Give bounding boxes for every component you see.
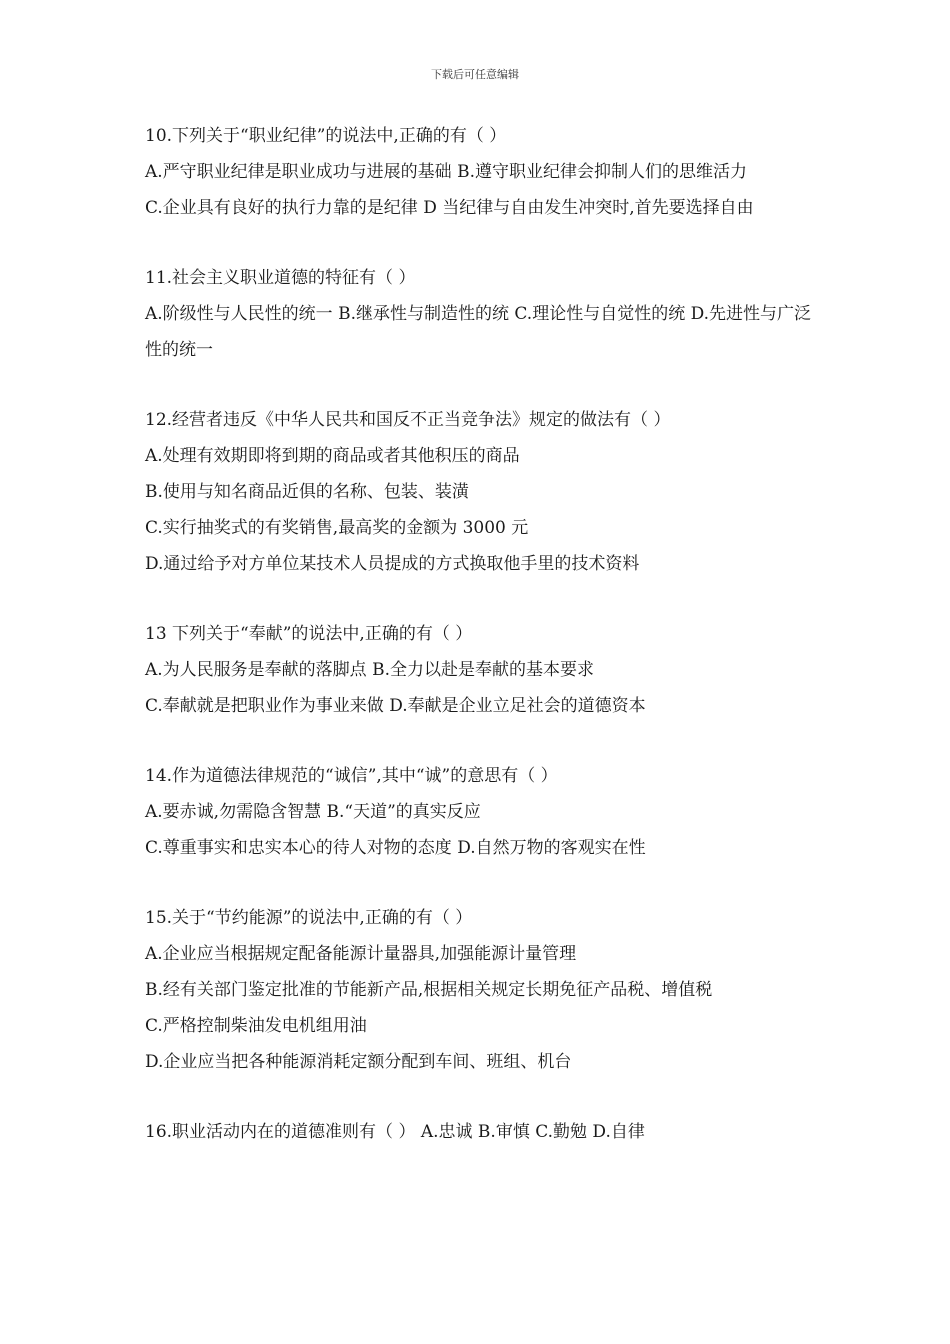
- question-option-a: A.企业应当根据规定配备能源计量器具,加强能源计量管理: [145, 944, 577, 964]
- question-stem: 10.下列关于“职业纪律”的说法中,正确的有（ ）: [145, 126, 507, 146]
- question-stem: 13 下列关于“奉献”的说法中,正确的有（ ）: [145, 624, 473, 644]
- question-stem: 12.经营者违反《中华人民共和国反不正当竞争法》规定的做法有（ ）: [145, 410, 671, 430]
- question-stem: 15.关于“节约能源”的说法中,正确的有（ ）: [145, 908, 473, 928]
- question-option-a: A.处理有效期即将到期的商品或者其他积压的商品: [145, 446, 520, 466]
- question-15: [145, 900, 815, 1080]
- question-option-d: D.企业应当把各种能源消耗定额分配到车间、班组、机台: [145, 1052, 572, 1072]
- question-option-b: B.使用与知名商品近俱的名称、包装、装潢: [145, 482, 469, 502]
- question-13: [145, 616, 815, 724]
- question-16: [145, 1114, 815, 1150]
- question-list: [145, 118, 815, 1184]
- question-14: [145, 758, 815, 866]
- question-option-b: B.经有关部门鉴定批准的节能新产品,根据相关规定长期免征产品税、增值税: [145, 980, 713, 1000]
- question-option-c: C.严格控制柴油发电机组用油: [145, 1016, 367, 1036]
- question-11: [145, 260, 815, 368]
- question-stem: 11.社会主义职业道德的特征有（ ）: [145, 268, 416, 288]
- question-options: A.严守职业纪律是职业成功与进展的基础 B.遵守职业纪律会抑制人们的思维活力: [145, 162, 747, 182]
- question-stem: 14.作为道德法律规范的“诚信”,其中“诚”的意思有（ ）: [145, 766, 558, 786]
- question-stem: 16.职业活动内在的道德准则有（ ） A.忠诚 B.审慎 C.勤勉 D.自律: [145, 1122, 645, 1142]
- question-options: A.为人民服务是奉献的落脚点 B.全力以赴是奉献的基本要求: [145, 660, 594, 680]
- question-options: C.企业具有良好的执行力靠的是纪律 D 当纪律与自由发生冲突时,首先要选择自由: [145, 198, 754, 218]
- question-12: [145, 402, 815, 582]
- question-options: C.奉献就是把职业作为事业来做 D.奉献是企业立足社会的道德资本: [145, 696, 646, 716]
- question-option-d: D.通过给予对方单位某技术人员提成的方式换取他手里的技术资料: [145, 554, 640, 574]
- question-options: A.阶级性与人民性的统一 B.继承性与制造性的统 C.理论性与自觉性的统 D.先进性与广泛性的统一: [145, 304, 812, 360]
- question-10: [145, 118, 815, 226]
- question-option-c: C.实行抽奖式的有奖销售,最高奖的金额为 3000 元: [145, 518, 529, 538]
- question-options: A.要赤诚,勿需隐含智慧 B.“天道”的真实反应: [145, 802, 481, 822]
- page-header: 下载后可任意编辑: [431, 68, 519, 81]
- question-options: C.尊重事实和忠实本心的待人对物的态度 D.自然万物的客观实在性: [145, 838, 646, 858]
